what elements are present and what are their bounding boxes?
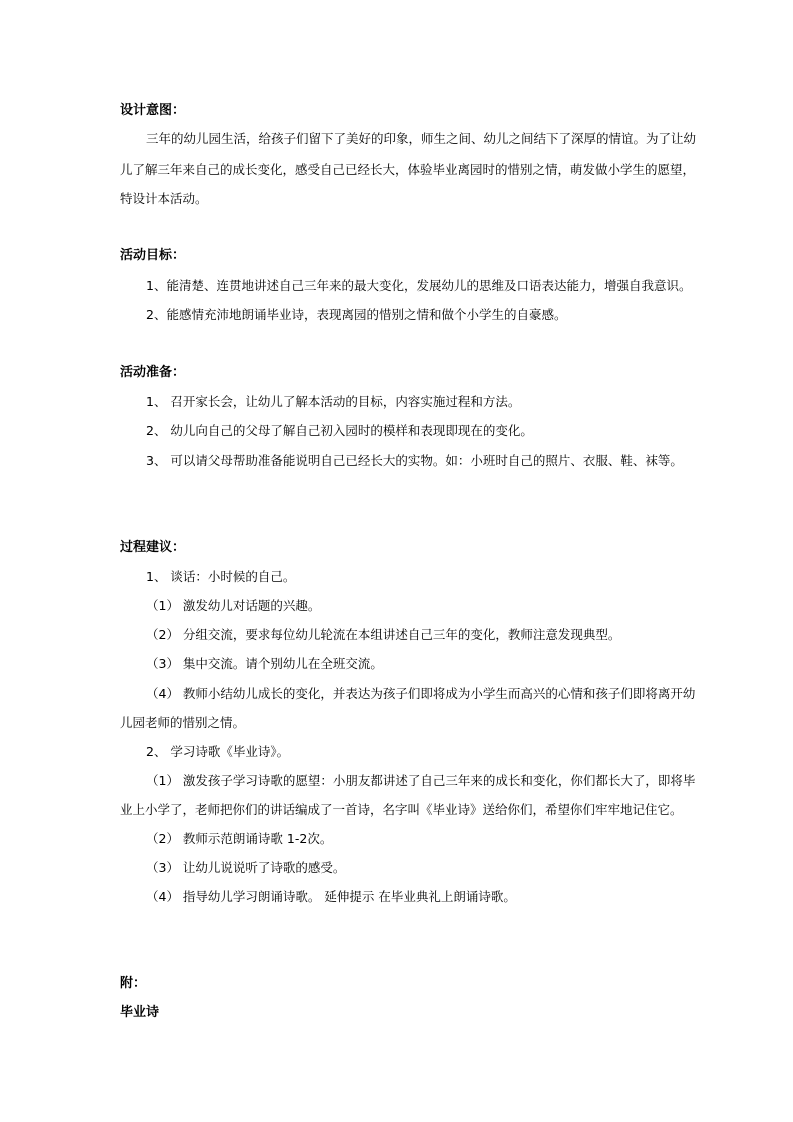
section-heading-appendix: 附： [120,976,147,991]
list-item: （4） 指导幼儿学习朗诵诗歌。 延伸提示 在毕业典礼上朗诵诗歌。 [146,889,516,904]
list-item: 1、 谈话：小时候的自己。 [146,569,296,584]
paragraph-line: 儿园老师的惜别之情。 [120,715,246,730]
list-item: （3） 集中交流。请个别幼儿在全班交流。 [146,656,383,671]
list-item: （2） 分组交流，要求每位幼儿轮流在本组讲述自己三年的变化，教师注意发现典型。 [146,627,621,642]
poem-title: 毕业诗 [120,1005,160,1020]
list-item: 2、 学习诗歌《毕业诗》。 [146,744,290,759]
paragraph-line: 三年的幼儿园生活，给孩子们留下了美好的印象，师生之间、幼儿之间结下了深厚的情谊。为了让幼 [146,131,697,146]
list-item: （1） 激发孩子学习诗歌的愿望：小朋友都讲述了自己三年来的成长和变化，你们都长大了，即将毕 [146,773,696,788]
paragraph-line: 特设计本活动。 [120,191,208,206]
list-item: 2、能感情充沛地朗诵毕业诗，表现离园的惜别之情和做个小学生的自豪感。 [146,307,567,322]
list-item: 2、 幼儿向自己的父母了解自己初入园时的模样和表现即现在的变化。 [146,423,533,438]
list-item: 1、能清楚、连贯地讲述自己三年来的最大变化，发展幼儿的思维及口语表达能力，增强自我意识。 [146,278,692,293]
list-item: 3、 可以请父母帮助准备能说明自己已经长大的实物。如：小班时自己的照片、衣服、鞋、袜等。 [146,453,683,468]
list-item: （4） 教师小结幼儿成长的变化，并表达为孩子们即将成为小学生而高兴的心情和孩子们即将离开幼 [146,686,696,701]
paragraph-line: 儿了解三年来自己的成长变化，感受自己已经长大，体验毕业离园时的惜别之情，萌发做小学生的愿望， [120,162,696,177]
section-heading-goals: 活动目标： [120,248,186,263]
list-item: （2） 教师示范朗诵诗歌 1-2次。 [146,831,333,846]
section-heading-design-intent: 设计意图： [120,103,186,118]
list-item: （1） 激发幼儿对话题的兴趣。 [146,598,321,613]
section-heading-process: 过程建议： [120,540,186,555]
section-heading-preparation: 活动准备： [120,365,186,380]
list-item: 1、 召开家长会，让幼儿了解本活动的目标，内容实施过程和方法。 [146,394,521,409]
list-item: （3） 让幼儿说说听了诗歌的感受。 [146,860,346,875]
paragraph-line: 业上小学了，老师把你们的讲话编成了一首诗，名字叫《毕业诗》送给你们，希望你们牢牢地记住它。 [120,802,683,817]
